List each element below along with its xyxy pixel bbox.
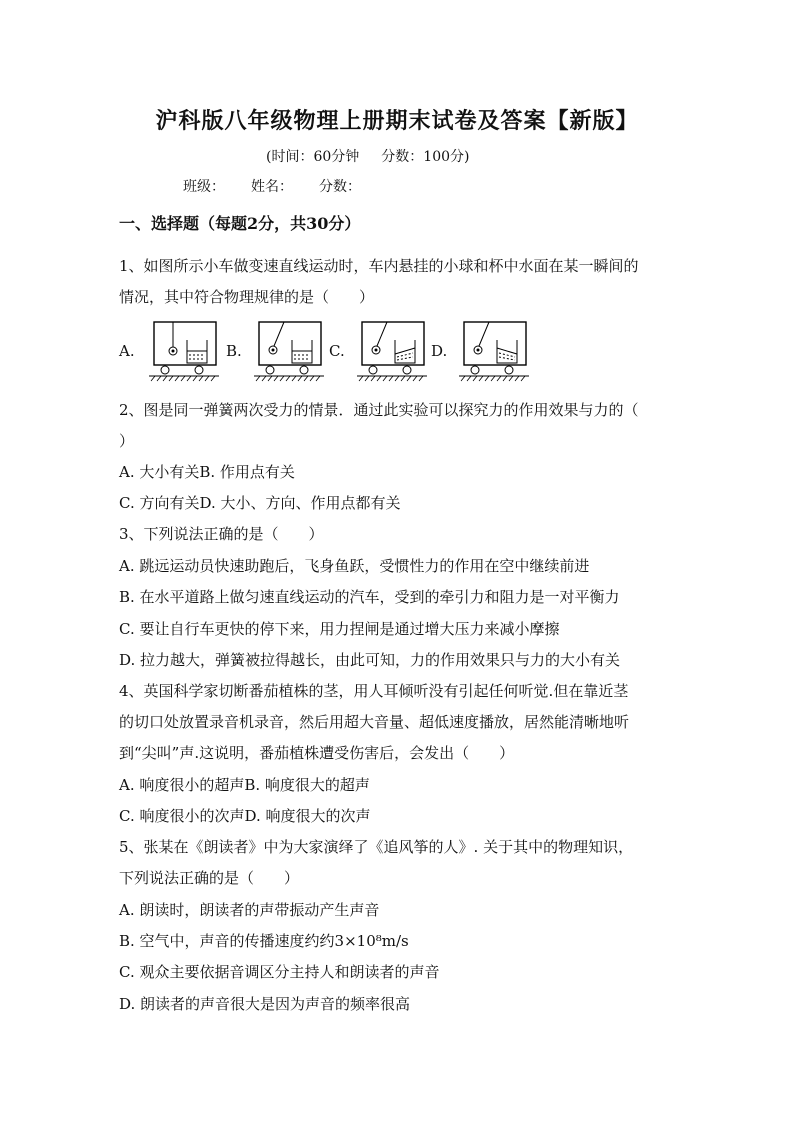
name-label: 姓名： (251, 179, 293, 195)
option-label: D. (431, 342, 448, 360)
points-label: 分数： (319, 179, 361, 195)
page-title: 沪科版八年级物理上册期末试卷及答案【新版】 (155, 108, 639, 134)
student-info (183, 176, 387, 196)
answer-option: C. 方向有关D. 大小、方向、作用点都有关 (119, 494, 401, 512)
section-heading: 一、选择题（每题2分，共30分） (119, 214, 361, 233)
cart-diagram-a (149, 320, 219, 382)
answer-option: A. 响度很小的超声B. 响度很大的超声 (119, 776, 370, 794)
answer-option: B. 在水平道路上做匀速直线运动的汽车，受到的牵引力和阻力是一对平衡力 (119, 588, 620, 606)
question-line: 1、如图所示小车做变速直线运动时，车内悬挂的小球和杯中水面在某一瞬间的 (119, 257, 639, 275)
question-line: 2、图是同一弹簧两次受力的情景．通过此实验可以探究力的作用效果与力的（ (119, 401, 639, 419)
question-line: 下列说法正确的是（ ） (119, 869, 300, 887)
question-line: 5、张某在《朗读者》中为大家演绎了《追风筝的人》. 关于其中的物理知识， (119, 838, 634, 856)
question-line: 4、英国科学家切断番茄植株的茎，用人耳倾听没有引起任何听觉.但在靠近茎 (119, 682, 629, 700)
cart-diagram-d (459, 320, 529, 382)
exam-score: 分数：100分) (381, 149, 470, 165)
exam-meta (266, 146, 469, 166)
question-line: 的切口处放置录音机录音，然后用超大音量、超低速度播放，居然能清晰地听 (119, 713, 630, 731)
class-label: 班级： (183, 179, 225, 195)
option-label: C. (329, 342, 345, 360)
option-label: B. (226, 342, 242, 360)
question-line: 情况，其中符合物理规律的是（ ） (119, 288, 375, 306)
question-line: 3、下列说法正确的是（ ） (119, 525, 324, 543)
exam-time: (时间：60分钟 (266, 149, 360, 165)
answer-option: C. 观众主要依据音调区分主持人和朗读者的声音 (119, 963, 440, 981)
answer-option: D. 朗读者的声音很大是因为声音的频率很高 (119, 995, 411, 1013)
answer-option: A. 朗读时，朗读者的声带振动产生声音 (119, 901, 380, 919)
answer-option: A. 跳远运动员快速助跑后，飞身鱼跃，受惯性力的作用在空中继续前进 (119, 557, 590, 575)
question-line: 到“尖叫”声.这说明，番茄植株遭受伤害后，会发出（ ） (119, 744, 515, 762)
answer-option: B. 空气中，声音的传播速度约约3×10⁸m/s (119, 932, 409, 950)
cart-diagram-c (357, 320, 427, 382)
answer-option: A. 大小有关B. 作用点有关 (119, 463, 295, 481)
cart-figure-row (119, 320, 539, 384)
answer-option: C. 要让自行车更快的停下来，用力捏闸是通过增大压力来减小摩擦 (119, 620, 560, 638)
option-label: A. (119, 342, 135, 360)
question-line: ） (119, 432, 135, 450)
cart-diagram-b (254, 320, 324, 382)
answer-option: D. 拉力越大，弹簧被拉得越长，由此可知，力的作用效果只与力的大小有关 (119, 651, 621, 669)
answer-option: C. 响度很小的次声D. 响度很大的次声 (119, 807, 371, 825)
